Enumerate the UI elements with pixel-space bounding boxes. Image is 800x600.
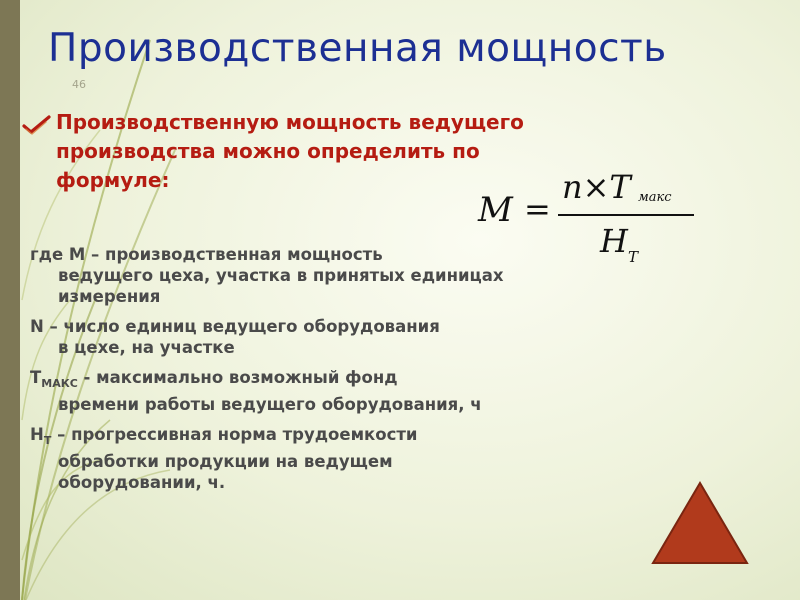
definition-rest: в цехе, на участке — [58, 338, 235, 357]
formula-numerator: n×T — [562, 168, 631, 206]
definition-item — [30, 424, 530, 493]
definition-symbol-sub: Т — [43, 434, 52, 447]
check-icon — [22, 114, 52, 136]
definition-first-line: где М – производственная мощность — [30, 245, 383, 264]
definition-symbol-sub: МАКС — [41, 377, 78, 390]
slide-number: 46 — [72, 78, 86, 91]
definition-item — [30, 367, 530, 415]
definition-first-line: – число единиц ведущего оборудования — [43, 317, 440, 336]
formula-numerator-sub: макс — [638, 190, 672, 205]
definition-symbol: Н — [30, 425, 44, 444]
definition-symbol: Т — [30, 368, 42, 387]
triangle-up-icon[interactable] — [650, 480, 750, 566]
formula-equals: = — [524, 190, 551, 228]
definition-first-line: - максимально возможный фонд — [77, 368, 398, 387]
formula-lhs: M — [478, 190, 513, 230]
definition-rest: обработки продукции на ведущем оборудовании, ч. — [58, 452, 393, 492]
definition-symbol: N — [30, 317, 44, 336]
definition-first-line: – прогрессивная норма трудоемкости — [51, 425, 418, 444]
formula-denominator: H — [600, 222, 628, 260]
definition-rest: ведущего цеха, участка в принятых единицах измерения — [58, 266, 504, 306]
definitions-list — [30, 244, 530, 502]
slide-title: Производственная мощность — [48, 26, 667, 71]
fraction-bar — [558, 214, 694, 216]
intro-text: Производственную мощность ведущего производства можно определить по формуле: — [56, 110, 524, 192]
formula-denominator-sub: T — [628, 248, 639, 266]
definition-rest: времени работы ведущего оборудования, ч — [58, 395, 482, 414]
definition-item — [30, 244, 530, 307]
definition-item — [30, 316, 530, 358]
